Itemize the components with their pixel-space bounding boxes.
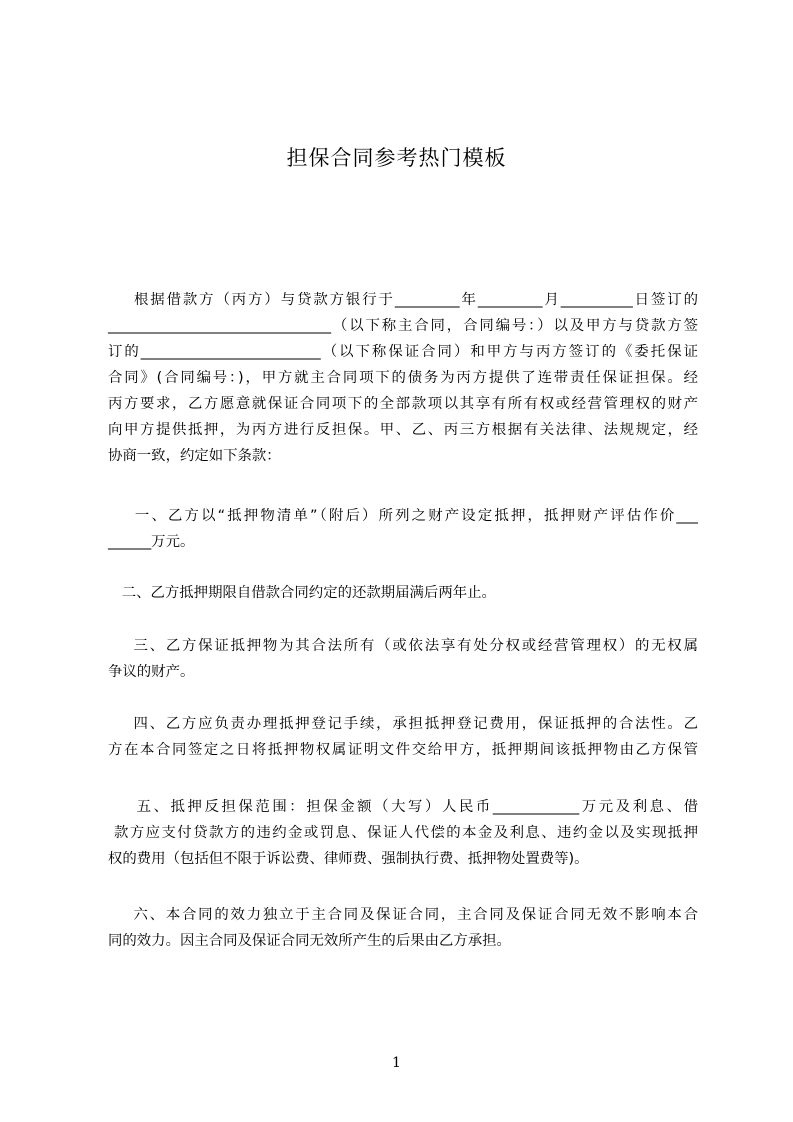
paragraph-line: 同的效力。因主合同及保证合同无效所产生的后果由乙方承担。 — [108, 933, 511, 949]
paragraph-line: 四、乙方应负责办理抵押登记手续，承担抵押登记费用，保证抵押的合法性。乙 — [108, 716, 698, 732]
paragraph-line: 款方应支付贷款方的违约金或罚息、保证人代偿的本金及利息、违约金以及实现抵押 — [108, 825, 698, 841]
paragraph-line: 三、乙方保证抵押物为其合法所有（或依法享有处分权或经营管理权）的无权属 — [108, 638, 698, 654]
paragraph-line: 五、抵押反担保范围：担保金额（大写）人民币____________万元及利息、借 — [108, 799, 698, 815]
paragraph-preamble — [108, 287, 698, 469]
paragraph-line: 一、乙方以“抵押物清单”（附后）所列之财产设定抵押，抵押财产评估作价___ — [108, 508, 698, 524]
paragraph-line: 二、乙方抵押期限自借款合同约定的还款期届满后两年止。 — [108, 585, 496, 601]
paragraph-line: 合同》(合同编号：)，甲方就主合同项下的债务为丙方提供了连带责任保证担保。经 — [108, 370, 698, 386]
clause-3 — [108, 633, 698, 685]
clause-2 — [108, 580, 698, 606]
paragraph-line: 六、本合同的效力独立于主合同及保证合同，主合同及保证合同无效不影响本合 — [108, 907, 698, 923]
paragraph-line: 根据借款方（丙方）与贷款方银行于_________年_________月__________日签订的 — [108, 292, 698, 308]
clause-1 — [108, 503, 698, 555]
paragraph-line: 方在本合同签定之日将抵押物权属证明文件交给甲方，抵押期间该抵押物由乙方保管 — [108, 742, 698, 758]
paragraph-line: 权的费用（包括但不限于诉讼费、律师费、强制执行费、抵押物处置费等)。 — [108, 851, 589, 867]
clause-4 — [108, 711, 698, 763]
paragraph-line: 丙方要求，乙方愿意就保证合同项下的全部款项以其享有所有权或经营管理权的财产 — [108, 396, 698, 412]
paragraph-line: 订的_________________________（以下称保证合同）和甲方与丙方签订的《委托保证 — [108, 344, 698, 360]
paragraph-line: 争议的财产。 — [108, 664, 195, 680]
page-title: 担保合同参考热门模板 — [286, 146, 507, 170]
paragraph-line: _______________________________（以下称主合同，合同编号：）以及甲方与贷款方签 — [108, 318, 698, 334]
page-number: 1 — [392, 1055, 401, 1071]
clause-6 — [108, 902, 698, 954]
paragraph-line: 协商一致，约定如下条款： — [108, 448, 281, 464]
paragraph-line: ______万元。 — [108, 534, 195, 550]
paragraph-line: 向甲方提供抵押，为丙方进行反担保。甲、乙、丙三方根据有关法律、法规规定，经 — [108, 422, 698, 438]
clause-5 — [108, 794, 698, 872]
